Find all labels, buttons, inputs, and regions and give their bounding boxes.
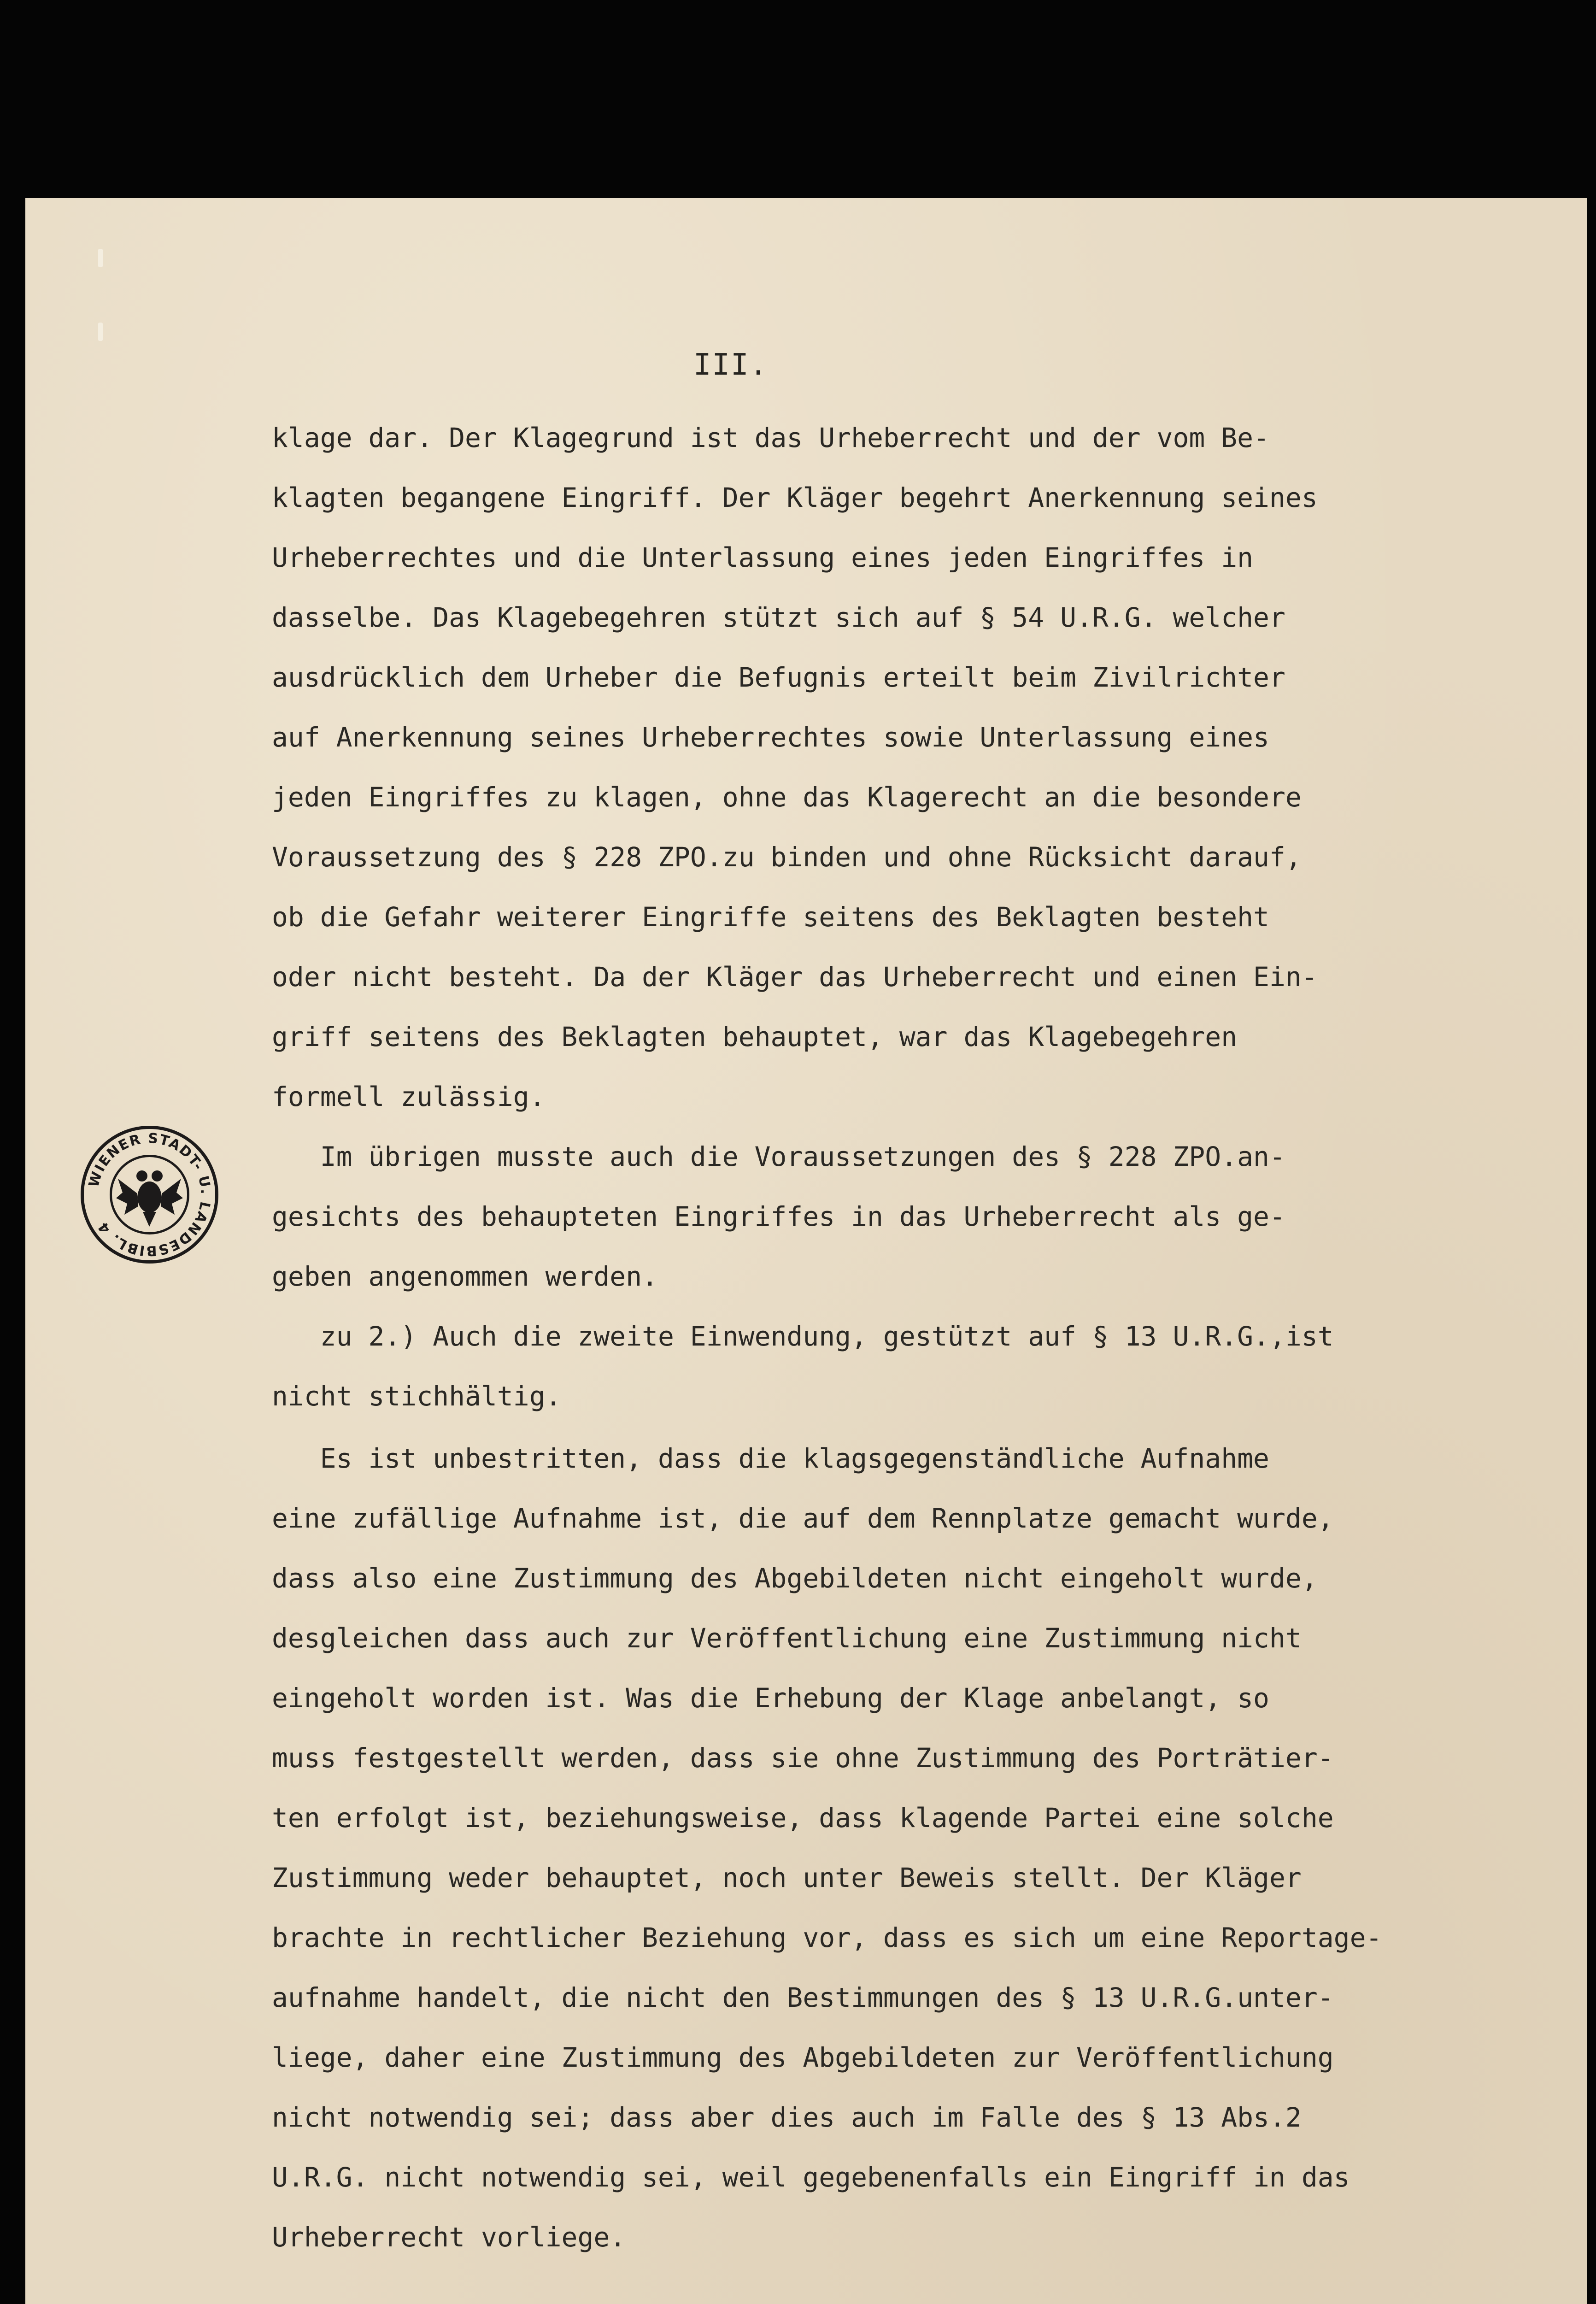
text-line-14: gesichts des behaupteten Eingriffes in das Urheberrecht als ge- bbox=[272, 1201, 1285, 1232]
eagle-emblem-icon bbox=[116, 1170, 183, 1227]
text-line-18: Es ist unbestritten, dass die klagsgegenständliche Aufnahme bbox=[272, 1443, 1269, 1474]
text-line-10: oder nicht besteht. Da der Kläger das Urheberrecht und einen Ein- bbox=[272, 961, 1318, 993]
text-line-24: ten erfolgt ist, beziehungsweise, dass klagende Partei eine solche bbox=[272, 1802, 1334, 1834]
text-line-27: aufnahme handelt, die nicht den Bestimmungen des § 13 U.R.G.unter- bbox=[272, 1982, 1334, 2013]
text-line-11: griff seitens des Beklagten behauptet, war das Klagebegehren bbox=[272, 1021, 1238, 1052]
text-line-15: geben angenommen werden. bbox=[272, 1261, 658, 1292]
punch-mark-top bbox=[98, 249, 103, 267]
text-line-4: dasselbe. Das Klagebegehren stützt sich auf § 54 U.R.G. welcher bbox=[272, 602, 1285, 633]
page-number: III. bbox=[693, 348, 769, 382]
text-line-19: eine zufällige Aufnahme ist, die auf dem Rennplatze gemacht wurde, bbox=[272, 1503, 1334, 1534]
text-line-31: Urheberrecht vorliege. bbox=[272, 2222, 626, 2253]
stamp-text: WIENER STADT- U. LANDESBIBL. 4 bbox=[86, 1130, 214, 1259]
text-line-6: auf Anerkennung seines Urheberrechtes sowie Unterlassung eines bbox=[272, 722, 1269, 753]
text-line-26: brachte in rechtlicher Beziehung vor, dass es sich um eine Reportage- bbox=[272, 1922, 1382, 1953]
text-line-21: desgleichen dass auch zur Veröffentlichung eine Zustimmung nicht bbox=[272, 1622, 1302, 1654]
text-line-23: muss festgestellt werden, dass sie ohne Zustimmung des Porträtier- bbox=[272, 1742, 1334, 1774]
text-line-5: ausdrücklich dem Urheber die Befugnis erteilt beim Zivilrichter bbox=[272, 662, 1285, 693]
text-line-1: klage dar. Der Klagegrund ist das Urheberrecht und der vom Be- bbox=[272, 422, 1269, 453]
text-line-9: ob die Gefahr weiterer Eingriffe seitens des Beklagten besteht bbox=[272, 901, 1269, 933]
punch-mark-bottom bbox=[98, 323, 103, 341]
text-line-8: Voraussetzung des § 228 ZPO.zu binden und ohne Rücksicht darauf, bbox=[272, 841, 1302, 873]
text-line-20: dass also eine Zustimmung des Abgebildeten nicht eingeholt wurde, bbox=[272, 1563, 1318, 1594]
library-stamp bbox=[79, 1124, 220, 1265]
text-line-17: nicht stichhältig. bbox=[272, 1381, 562, 1412]
text-line-3: Urheberrechtes und die Unterlassung eines jeden Eingriffes in bbox=[272, 542, 1254, 573]
text-line-12: formell zulässig. bbox=[272, 1081, 546, 1112]
text-line-7: jeden Eingriffes zu klagen, ohne das Klagerecht an die besondere bbox=[272, 782, 1302, 813]
text-line-30: U.R.G. nicht notwendig sei, weil gegebenenfalls ein Eingriff in das bbox=[272, 2162, 1350, 2193]
text-line-2: klagten begangene Eingriff. Der Kläger begehrt Anerkennung seines bbox=[272, 482, 1318, 513]
text-line-16: zu 2.) Auch die zweite Einwendung, gestützt auf § 13 U.R.G.,ist bbox=[272, 1321, 1334, 1352]
text-line-29: nicht notwendig sei; dass aber dies auch im Falle des § 13 Abs.2 bbox=[272, 2102, 1302, 2133]
text-line-13: Im übrigen musste auch die Voraussetzungen des § 228 ZPO.an- bbox=[272, 1141, 1285, 1172]
text-line-22: eingeholt worden ist. Was die Erhebung der Klage anbelangt, so bbox=[272, 1682, 1269, 1714]
text-line-28: liege, daher eine Zustimmung des Abgebildeten zur Veröffentlichung bbox=[272, 2042, 1334, 2073]
text-line-25: Zustimmung weder behauptet, noch unter Beweis stellt. Der Kläger bbox=[272, 1862, 1302, 1893]
